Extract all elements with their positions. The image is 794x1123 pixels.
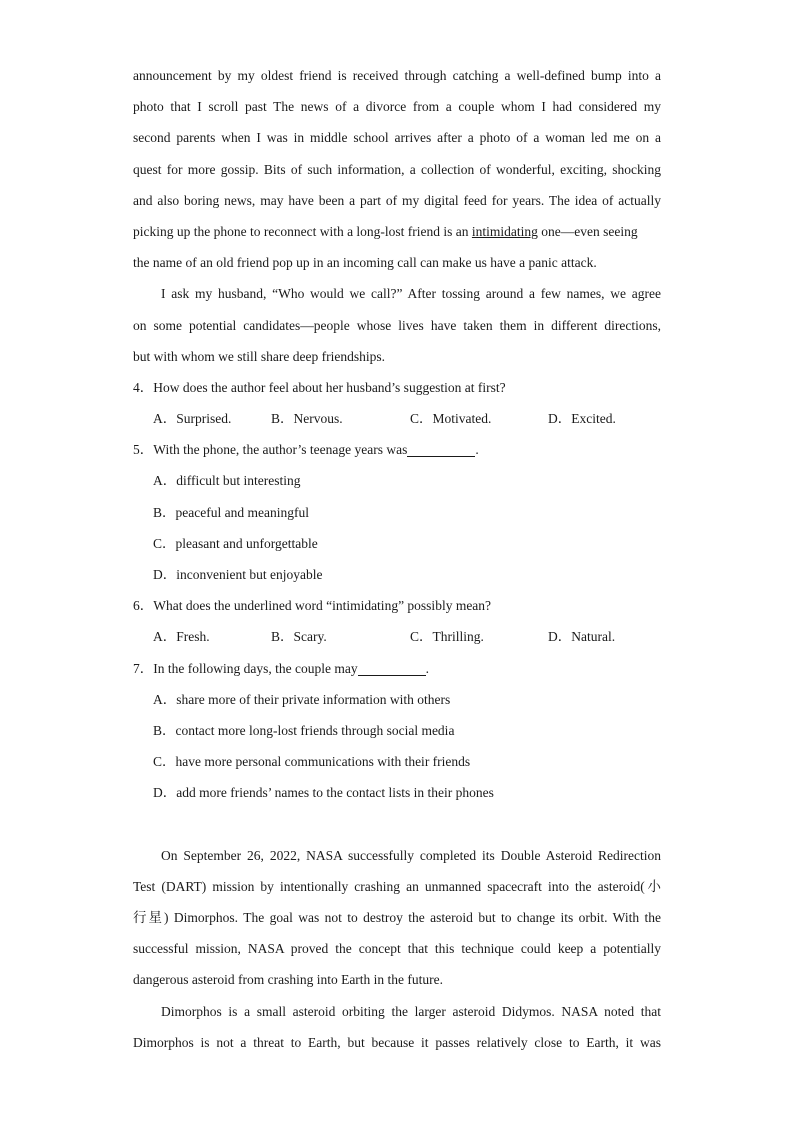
option-d: D．inconvenient but enjoyable bbox=[153, 567, 323, 582]
question-6 bbox=[133, 590, 661, 652]
options-row bbox=[133, 403, 661, 434]
option-b: B．peaceful and meaningful bbox=[153, 504, 309, 520]
answer-blank bbox=[358, 661, 426, 676]
option-d: D．Excited. bbox=[548, 411, 616, 427]
option-d: D．Natural. bbox=[548, 629, 616, 645]
question-4 bbox=[133, 372, 661, 434]
question-5 bbox=[133, 434, 661, 590]
option-a: A．Fresh. bbox=[153, 629, 210, 645]
answer-blank bbox=[407, 442, 475, 457]
text-segment: picking up the phone to reconnect with a long-lost friend is an bbox=[133, 223, 472, 239]
text-line: quest for more gossip. Bits of such information, a collection of wonderful, exciting, shocking bbox=[133, 161, 661, 177]
option-b: B．Nervous. bbox=[271, 411, 343, 427]
text-line: dangerous asteroid from crashing into Earth in the future. bbox=[133, 972, 444, 988]
option-b: B．Scary. bbox=[271, 629, 327, 645]
question-7 bbox=[133, 653, 661, 809]
option-a: A．difficult but interesting bbox=[153, 473, 301, 489]
text-line: second parents when I was in middle school arrives after a photo of a woman led me on a bbox=[133, 130, 661, 146]
text-line bbox=[133, 216, 661, 247]
text-line: but with whom we still share deep friendships. bbox=[133, 348, 385, 364]
option-b: B．contact more long-lost friends through social media bbox=[153, 722, 455, 738]
text-line: On September 26, 2022, NASA successfully completed its Double Asteroid Redirection bbox=[161, 847, 661, 863]
option-c: C．Thrilling. bbox=[410, 629, 484, 645]
passage-4 bbox=[133, 996, 661, 1058]
stem-end: . bbox=[425, 660, 429, 676]
text-segment: one—even seeing bbox=[537, 223, 638, 239]
option-c: C．Motivated. bbox=[410, 411, 492, 427]
text-line: 行星) Dimorphos. The goal was not to destroy the asteroid but to change its orbit. With the bbox=[133, 910, 661, 926]
text-line: Dimorphos is not a threat to Earth, but because it passes relatively close to Earth, it was bbox=[133, 1034, 661, 1050]
options-row bbox=[133, 621, 661, 652]
text-line: on some potential candidates—people whose lives have taken them in different directions, bbox=[133, 317, 661, 333]
text-line: and also boring news, may have been a part of my digital feed for years. The idea of actually bbox=[133, 192, 661, 208]
option-a: A．Surprised. bbox=[153, 411, 232, 427]
option-c: C．pleasant and unforgettable bbox=[153, 535, 318, 551]
passage-1 bbox=[133, 60, 661, 278]
question-stem: 4．How does the author feel about her husband’s suggestion at first? bbox=[133, 379, 506, 395]
text-line: I ask my husband, “Who would we call?” After tossing around a few names, we agree bbox=[161, 286, 661, 302]
option-a: A．share more of their private information with others bbox=[153, 691, 451, 707]
option-d: D．add more friends’ names to the contact lists in their phones bbox=[153, 785, 494, 801]
question-stem: 6．What does the underlined word “intimidating” possibly mean? bbox=[133, 598, 492, 614]
text-line: Test (DART) mission by intentionally crashing an unmanned spacecraft into the asteroid(小 bbox=[133, 878, 661, 894]
question-stem bbox=[133, 653, 661, 684]
option-c: C．have more personal communications with their friends bbox=[153, 754, 471, 770]
text-line: announcement by my oldest friend is received through catching a well-defined bump into a bbox=[133, 68, 661, 83]
question-stem bbox=[133, 434, 661, 465]
stem-end: . bbox=[475, 442, 479, 458]
underlined-word: intimidating bbox=[471, 223, 538, 239]
passage-2 bbox=[133, 278, 661, 372]
passage-3 bbox=[133, 840, 661, 996]
document-page bbox=[133, 60, 661, 1058]
text-line: successful mission, NASA proved the concept that this technique could keep a potentially bbox=[133, 941, 661, 957]
text-line: Dimorphos is a small asteroid orbiting the larger asteroid Didymos. NASA noted that bbox=[161, 1003, 661, 1019]
stem-text: 7．In the following days, the couple may bbox=[133, 660, 358, 676]
text-line: photo that I scroll past The news of a divorce from a couple whom I had considered my bbox=[133, 99, 661, 115]
stem-text: 5．With the phone, the author’s teenage years was bbox=[133, 442, 408, 458]
section-gap bbox=[133, 809, 661, 840]
text-line: the name of an old friend pop up in an incoming call can make us have a panic attack. bbox=[133, 255, 597, 271]
